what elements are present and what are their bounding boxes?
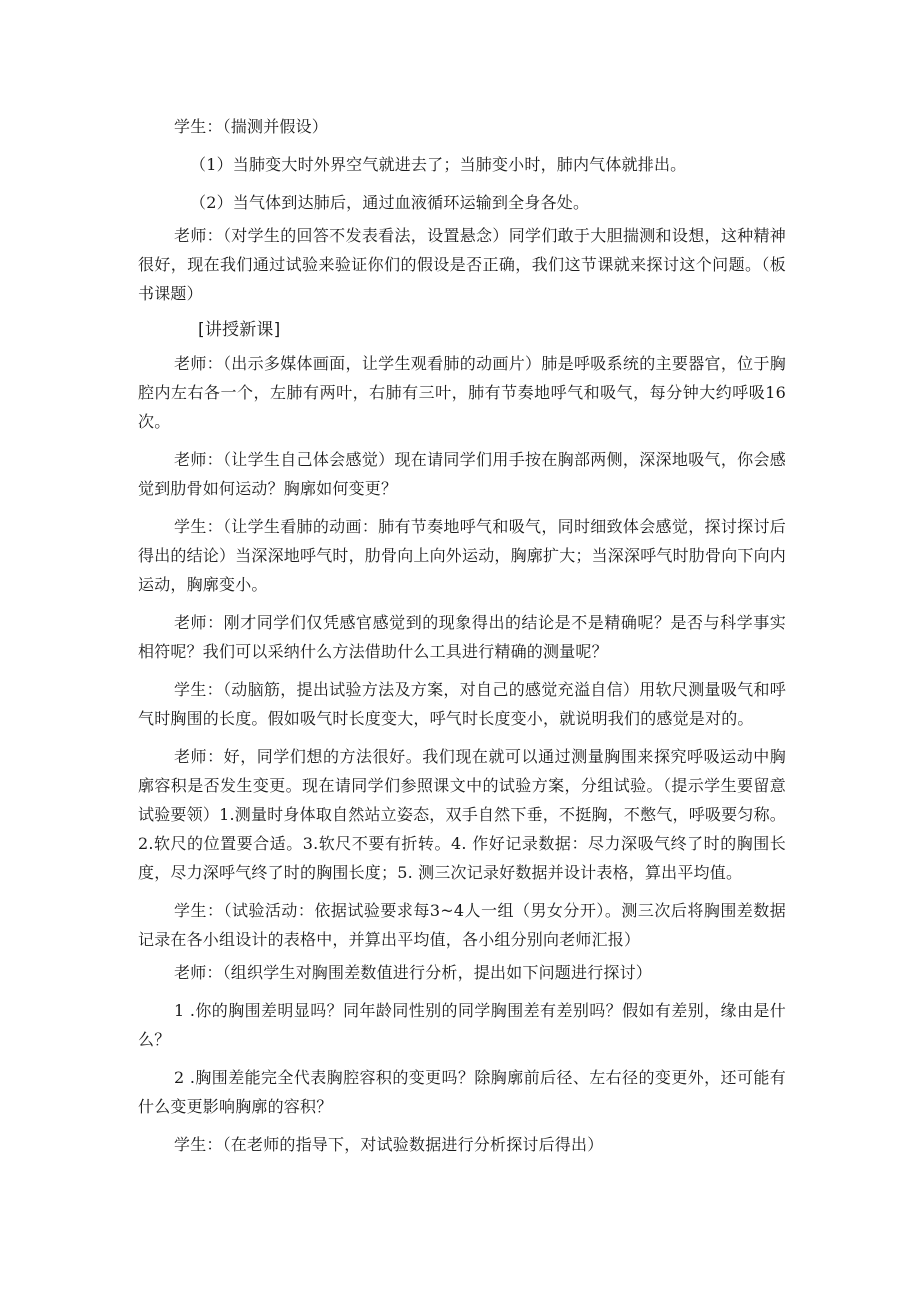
question-item-2: 2 .胸围差能完全代表胸腔容积的变更吗？除胸廓前后径、左右径的变更外，还可能有什么变更影响胸廓的容积？ xyxy=(138,1068,786,1116)
paragraph-student-experiment: 学生：（试验活动：依据试验要求每3~4人一组（男女分开）。测三次后将胸围差数据记录在各小组设计的表格中，并算出平均值，各小组分别向老师汇报） xyxy=(138,901,786,949)
section-heading-new-lesson: [讲授新课] xyxy=(198,320,281,340)
paragraph-student-hypothesis: 学生：（揣测并假设） xyxy=(174,117,329,136)
paragraph-teacher-lung-animation: 老师：（出示多媒体画面，让学生观看肺的动画片）肺是呼吸系统的主要器官，位于胸腔内左右各一个，左肺有两叶，右肺有三叶，肺有节奏地呼气和吸气，每分钟大约呼吸16次。 xyxy=(138,354,786,431)
paragraph-teacher-analysis: 老师：（组织学生对胸围差数值进行分析，提出如下问题进行探讨） xyxy=(174,963,653,982)
document-body xyxy=(138,112,786,1159)
paragraph-student-analysis: 学生：（在老师的指导下，对试验数据进行分析探讨后得出） xyxy=(174,1135,604,1154)
hypothesis-item-1: （1）当肺变大时外界空气就进去了；当肺变小时，肺内气体就排出。 xyxy=(190,155,687,174)
paragraph-student-conclusion: 学生：（让学生看肺的动画：肺有节奏地呼气和吸气，同时细致体会感觉，探讨探讨后得出的结论）当深深地呼气时，肋骨向上向外运动，胸廓扩大；当深深呼气时肋骨向下向内运动，胸廓变小。 xyxy=(138,517,787,594)
paragraph-teacher-suspense: 老师：（对学生的回答不发表看法，设置悬念）同学们敢于大胆揣测和设想，这种精神很好，现在我们通过试验来验证你们的假设是否正确，我们这节课就来探讨这个问题。（板书课题） xyxy=(138,226,786,303)
paragraph-teacher-accuracy-question: 老师：刚才同学们仅凭感官感觉到的现象得出的结论是不是精确呢？是否与科学事实相符呢？我们可以采纳什么方法借助什么工具进行精确的测量呢？ xyxy=(138,613,786,661)
paragraph-student-method: 学生：（动脑筋，提出试验方法及方案，对自己的感觉充溢自信）用软尺测量吸气和呼气时胸围的长度。假如吸气时长度变大，呼气时长度变小，就说明我们的感觉是对的。 xyxy=(138,680,786,728)
paragraph-teacher-experiment-steps: 老师：好，同学们想的方法很好。我们现在就可以通过测量胸围来探究呼吸运动中胸廓容积是否发生变更。现在请同学们参照课文中的试验方案，分组试验。（提示学生要留意试验要领）1.测量时身体取自然站立姿态，双手自然下垂，不挺胸，不憋气，呼吸要匀称。2.软尺的位置要合适。3.软尺不要有折转。4. 作好记录数据：尽力深吸气终了时的胸围长度，尽力深呼气终了时的胸围长度；5. 测三次记录好数据并设计表格，算出平均值。 xyxy=(138,747,786,882)
hypothesis-item-2: （2）当气体到达肺后，通过血液循环运输到全身各处。 xyxy=(190,193,590,212)
question-item-1: 1 .你的胸围差明显吗？同年龄同性别的同学胸围差有差别吗？假如有差别，缘由是什么？ xyxy=(138,1001,786,1049)
paragraph-teacher-feel-breathing: 老师：（让学生自己体会感觉）现在请同学们用手按在胸部两侧，深深地吸气，你会感觉到肋骨如何运动？胸廓如何变更？ xyxy=(138,450,786,498)
